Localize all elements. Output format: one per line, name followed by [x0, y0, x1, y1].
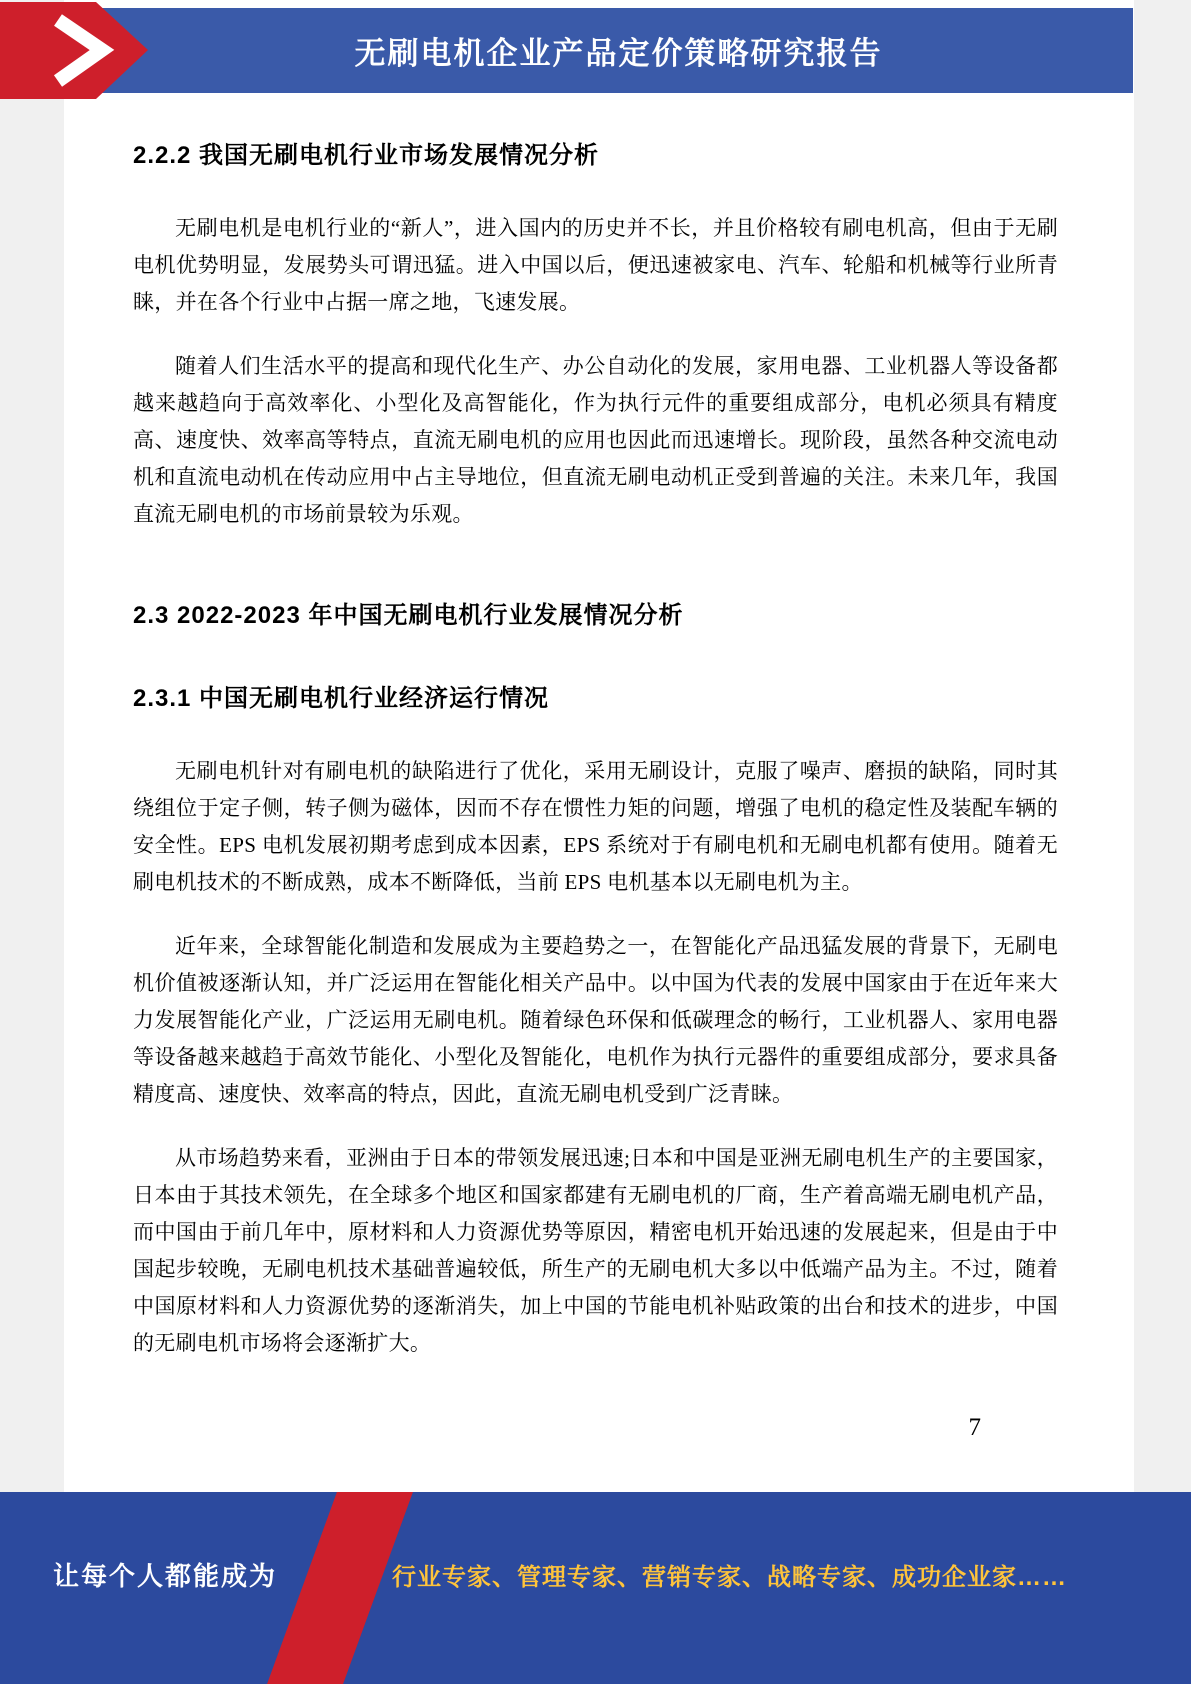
footer-left-slogan: 让每个人都能成为: [52, 1560, 277, 1591]
paragraph-2: 随着人们生活水平的提高和现代化生产、办公自动化的发展，家用电器、工业机器人等设备都越来越趋向于高效率化、小型化及高智能化，作为执行元件的重要组成部分，电机必须具有精度高、速度快、效率高等特点，直流无刷电机的应用也因此而迅速增长。现阶段，虽然各种交流电动机和直流电动机在传动应用中占主导地位，但直流无刷电动机正受到普遍的关注。未来几年，我国直流无刷电机的市场前景较为乐观。: [133, 354, 1058, 526]
section-heading-2-3: 2.3 2022-2023 年中国无刷电机行业发展情况分析: [133, 602, 684, 629]
document-body: [0, 135, 1191, 1362]
report-header: [0, 0, 1191, 101]
footer-right-slogan: 行业专家、管理专家、营销专家、战略专家、成功企业家……: [392, 1563, 1067, 1591]
paragraph-4: 近年来，全球智能化制造和发展成为主要趋势之一，在智能化产品迅猛发展的背景下，无刷电机价值被逐渐认知，并广泛运用在智能化相关产品中。以中国为代表的发展中国家由于在近年来大力发展智能化产业，广泛运用无刷电机。随着绿色环保和低碳理念的畅行，工业机器人、家用电器等设备越来越趋于高效节能化、小型化及智能化，电机作为执行元器件的重要组成部分，要求具备精度高、速度快、效率高的特点，因此，直流无刷电机受到广泛青睐。: [133, 934, 1058, 1106]
page-number: 7: [968, 1414, 981, 1441]
section-heading-2-3-1: 2.3.1 中国无刷电机行业经济运行情况: [133, 685, 550, 712]
red-arrow-icon: [0, 0, 150, 101]
paragraph-3: 无刷电机针对有刷电机的缺陷进行了优化，采用无刷设计，克服了噪声、磨损的缺陷，同时其绕组位于定子侧，转子侧为磁体，因而不存在惯性力矩的问题，增强了电机的稳定性及装配车辆的安全性。EPS 电机发展初期考虑到成本因素，EPS 系统对于有刷电机和无刷电机都有使用。随着无刷电机技术的不断成熟，成本不断降低，当前 EPS 电机基本以无刷电机为主。: [133, 759, 1058, 894]
paragraph-5: 从市场趋势来看，亚洲由于日本的带领发展迅速;日本和中国是亚洲无刷电机生产的主要国家，日本由于其技术领先，在全球多个地区和国家都建有无刷电机的厂商，生产着高端无刷电机产品，而中国由于前几年中，原材料和人力资源优势等原因，精密电机开始迅速的发展起来，但是由于中国起步较晚，无刷电机技术基础普遍较低，所生产的无刷电机大多以中低端产品为主。不过，随着中国原材料和人力资源优势的逐渐消失，加上中国的节能电机补贴政策的出台和技术的进步，中国的无刷电机市场将会逐渐扩大。: [133, 1146, 1058, 1355]
header-title-bar: [64, 8, 1133, 93]
page-footer: [0, 1492, 1191, 1684]
footer-content: [0, 1492, 1191, 1684]
section-heading-2-2-2: 2.2.2 我国无刷电机行业市场发展情况分析: [133, 142, 600, 169]
report-title: 无刷电机企业产品定价策略研究报告: [354, 36, 883, 71]
paragraph-1: 无刷电机是电机行业的“新人”，进入国内的历史并不长，并且价格较有刷电机高，但由于无刷电机优势明显，发展势头可谓迅猛。进入中国以后，便迅速被家电、汽车、轮船和机械等行业所青睐，并在各个行业中占据一席之地，飞速发展。: [133, 216, 1058, 314]
